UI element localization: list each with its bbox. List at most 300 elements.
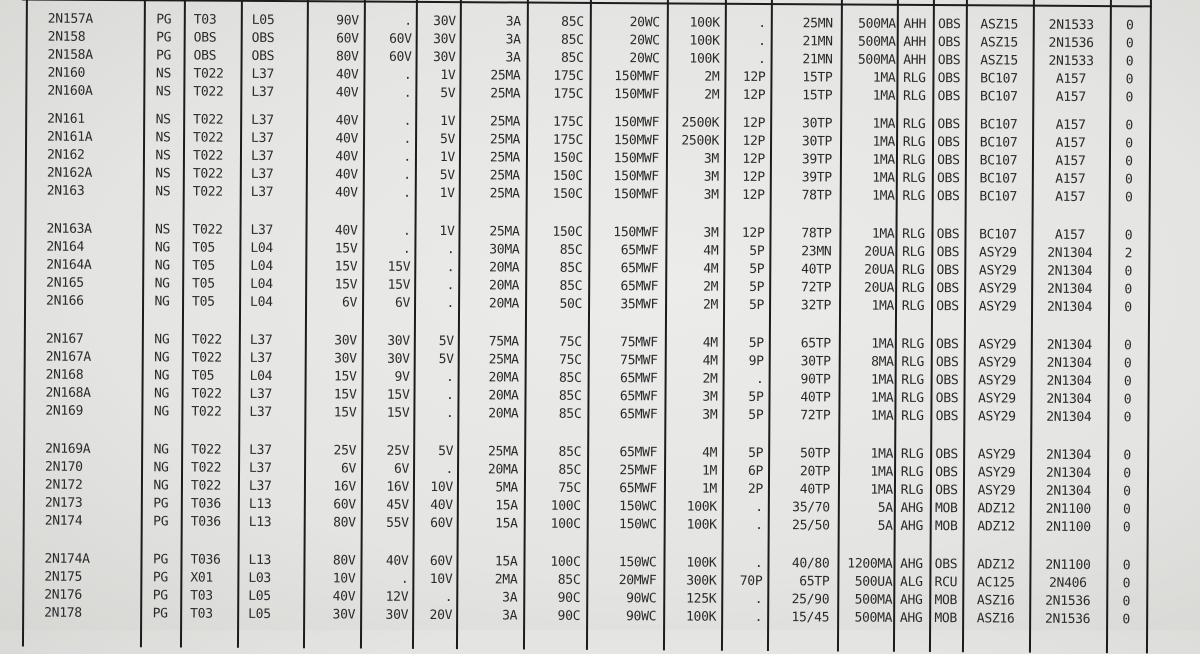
cell-hfe: 35/70 xyxy=(792,500,830,516)
cell-hfe: 25/90 xyxy=(791,592,830,608)
cell-temp-max: 85C xyxy=(558,370,582,386)
cell-vceo: . xyxy=(404,13,412,29)
cell-power: 150MWF xyxy=(613,133,660,149)
cell-lead: L05 xyxy=(248,606,271,622)
cell-ft: 1M xyxy=(701,481,717,497)
cell-ft: 3M xyxy=(703,225,719,241)
cell-case: T05 xyxy=(192,276,215,292)
cell-part-number: 2N161A xyxy=(47,129,93,145)
cell-cob: 5P xyxy=(748,407,764,423)
cell-note: 0 xyxy=(1123,466,1131,482)
cell-cob: 9P xyxy=(748,353,764,370)
cell-us-equiv: 2N1304 xyxy=(1047,263,1093,280)
cell-cob: 2P xyxy=(747,481,763,497)
cell-vceo: . xyxy=(403,185,411,201)
cell-case: OBS xyxy=(193,48,217,64)
cell-european-equiv: ASZ15 xyxy=(980,17,1019,33)
cell-case: T022 xyxy=(193,66,224,82)
cell-type: PG xyxy=(152,606,168,622)
cell-part-number: 2N176 xyxy=(44,587,82,603)
cell-cob: . xyxy=(755,517,763,533)
cell-application: AHG xyxy=(899,592,923,608)
cell-part-number: 2N173 xyxy=(44,495,83,511)
cell-european-equiv: ASY29 xyxy=(977,447,1016,463)
cell-type: NG xyxy=(153,442,169,458)
cell-ft: 300K xyxy=(686,573,717,589)
cell-ic-test: 1200MA xyxy=(847,556,893,572)
cell-vcbo: 10V xyxy=(332,571,356,587)
cell-note: 0 xyxy=(1125,118,1133,134)
cell-status: OBS xyxy=(936,263,960,279)
cell-power: 150MWF xyxy=(613,187,659,203)
cell-european-equiv: ASY29 xyxy=(978,355,1017,371)
cell-ft: 100K xyxy=(689,33,720,49)
cell-ic-test: 1MA xyxy=(870,408,894,424)
cell-vceo: 15V xyxy=(386,387,410,403)
cell-ic-max: 25MA xyxy=(488,352,519,368)
cell-case: T022 xyxy=(193,112,224,128)
cell-note: 0 xyxy=(1124,282,1132,298)
cell-vcbo: 40V xyxy=(332,589,356,605)
cell-vceo: 16V xyxy=(386,479,409,495)
cell-case: T03 xyxy=(190,606,213,622)
cell-hfe: 78TP xyxy=(801,188,832,204)
cell-vcbo: 40V xyxy=(335,113,359,129)
cell-european-equiv: ASZ16 xyxy=(976,593,1015,609)
cell-european-equiv: ASY29 xyxy=(978,373,1016,389)
cell-hfe: 32TP xyxy=(800,298,832,314)
cell-ft: 2500K xyxy=(681,133,720,149)
cell-hfe: 40TP xyxy=(800,390,831,406)
cell-part-number: 2N169A xyxy=(45,441,91,457)
cell-vceo: 9V xyxy=(394,369,410,385)
cell-ic-max: 25MA xyxy=(489,150,521,166)
cell-case: T022 xyxy=(192,166,224,182)
cell-vebo: 1V xyxy=(440,114,456,130)
cell-status: OBS xyxy=(937,117,961,133)
cell-part-number: 2N174A xyxy=(44,551,90,567)
cell-power: 150WC xyxy=(619,517,657,533)
cell-cob: . xyxy=(754,555,763,571)
cell-case: T022 xyxy=(191,460,222,476)
cell-lead: L37 xyxy=(250,184,274,201)
cell-temp-max: 50C xyxy=(559,296,583,312)
cell-ft: 100K xyxy=(686,499,717,515)
cell-ft: 4M xyxy=(703,261,719,277)
cell-case: T022 xyxy=(191,350,222,366)
cell-hfe: 30TP xyxy=(801,134,833,150)
cell-us-equiv: 2N1304 xyxy=(1047,281,1093,298)
cell-temp-max: 100C xyxy=(550,498,581,514)
cell-cob: 6P xyxy=(747,463,764,479)
cell-ic-max: 15A xyxy=(495,498,518,514)
cell-european-equiv: ASZ15 xyxy=(980,53,1018,69)
cell-lead: OBS xyxy=(251,48,275,65)
cell-vcbo: 15V xyxy=(333,387,357,403)
cell-temp-max: 175C xyxy=(553,86,584,102)
cell-part-number: 2N166 xyxy=(46,293,84,309)
cell-status: OBS xyxy=(937,53,961,69)
cell-status: OBS xyxy=(936,299,959,315)
cell-type: PG xyxy=(152,552,169,568)
cell-cob: 5P xyxy=(748,445,764,461)
cell-ic-test: 1MA xyxy=(870,464,894,480)
cell-cob: . xyxy=(758,15,766,32)
cell-cob: . xyxy=(757,51,766,68)
cell-note: 0 xyxy=(1123,484,1131,500)
cell-cob: . xyxy=(754,591,763,607)
cell-status: OBS xyxy=(937,35,961,51)
cell-ic-max: 75MA xyxy=(488,334,519,350)
cell-vcbo: 15V xyxy=(334,277,358,293)
cell-part-number: 2N168A xyxy=(45,385,91,401)
cell-temp-max: 85C xyxy=(558,462,582,478)
cell-ft: 4M xyxy=(702,353,718,369)
cell-lead: L04 xyxy=(249,368,273,384)
cell-ft: 3M xyxy=(702,407,718,423)
cell-case: T05 xyxy=(192,294,215,310)
cell-status: OBS xyxy=(936,227,960,243)
cell-application: RLG xyxy=(902,134,926,150)
cell-vceo: . xyxy=(403,131,412,147)
cell-vcbo: 80V xyxy=(332,553,356,569)
cell-lead: L37 xyxy=(250,222,274,239)
cell-vceo: . xyxy=(402,241,411,257)
cell-lead: L37 xyxy=(249,332,273,348)
cell-vebo: 30V xyxy=(432,49,456,66)
cell-ic-max: 15A xyxy=(495,516,518,532)
cell-cob: 12P xyxy=(741,225,765,242)
cell-vebo: 30V xyxy=(433,13,456,30)
cell-ic-test: 500MA xyxy=(854,610,893,626)
cell-vceo: . xyxy=(403,149,412,165)
cell-status: OBS xyxy=(935,373,959,389)
cell-note: 0 xyxy=(1123,374,1132,390)
cell-vcbo: 40V xyxy=(335,167,358,183)
cell-ft: 100K xyxy=(689,15,720,31)
cell-type: NS xyxy=(155,184,171,200)
cell-power: 150WC xyxy=(618,555,657,571)
cell-vcbo: 80V xyxy=(335,49,359,65)
cell-ft: 100K xyxy=(689,51,720,67)
cell-lead: L04 xyxy=(250,258,273,275)
cell-lead: L37 xyxy=(249,442,272,458)
cell-european-equiv: BC107 xyxy=(979,117,1018,133)
cell-lead: L37 xyxy=(250,166,274,183)
cell-note: 0 xyxy=(1122,558,1131,574)
cell-temp-max: 100C xyxy=(550,516,581,532)
cell-part-number: 2N161 xyxy=(47,111,85,127)
cell-application: AHG xyxy=(900,500,924,516)
cell-ic-test: 1MA xyxy=(872,88,896,104)
cell-ic-test: 500MA xyxy=(857,52,896,68)
cell-application: RLG xyxy=(901,280,925,296)
cell-ft: 100K xyxy=(686,609,717,625)
cell-vebo: 5V xyxy=(438,334,454,350)
cell-ft: 100K xyxy=(686,517,717,533)
cell-status: OBS xyxy=(934,557,958,573)
cell-vcbo: 30V xyxy=(332,607,356,623)
cell-application: RLG xyxy=(902,116,926,132)
cell-type: NG xyxy=(154,332,170,348)
cell-lead: L13 xyxy=(248,552,272,568)
cell-vebo: . xyxy=(446,296,455,312)
cell-ic-max: 20MA xyxy=(487,462,519,478)
cell-status: MOB xyxy=(934,593,958,609)
cell-vceo: 6V xyxy=(394,295,411,311)
cell-vebo: 5V xyxy=(440,86,456,102)
cell-type: NG xyxy=(154,240,170,256)
cell-vebo: 5V xyxy=(439,132,456,148)
cell-case: X01 xyxy=(190,570,214,586)
cell-hfe: 21MN xyxy=(802,34,833,50)
cell-type: NG xyxy=(153,460,169,476)
cell-lead: L13 xyxy=(248,514,272,530)
cell-lead: L04 xyxy=(250,294,273,311)
cell-lead: L03 xyxy=(248,570,272,586)
cell-us-equiv: 2N1533 xyxy=(1048,53,1094,70)
cell-ic-test: 1MA xyxy=(871,226,895,242)
cell-status: OBS xyxy=(936,245,960,261)
cell-vcbo: 15V xyxy=(333,405,357,421)
cell-note: 0 xyxy=(1124,300,1132,316)
cell-lead: L05 xyxy=(248,588,271,604)
cell-status: OBS xyxy=(936,281,960,297)
cell-us-equiv: 2N1536 xyxy=(1048,35,1094,52)
cell-lead: L37 xyxy=(250,148,274,165)
cell-type: NS xyxy=(155,112,171,128)
cell-status: OBS xyxy=(935,355,959,371)
cell-power: 150WC xyxy=(619,499,657,515)
cell-vebo: . xyxy=(444,590,453,606)
cell-status: MOB xyxy=(934,611,957,627)
cell-european-equiv: ASY29 xyxy=(978,299,1017,315)
cell-cob: . xyxy=(754,609,763,625)
cell-ic-test: 1MA xyxy=(872,188,895,204)
cell-application: AHH xyxy=(903,34,927,50)
cell-ft: 100K xyxy=(686,555,717,571)
cell-case: T022 xyxy=(191,404,222,420)
cell-part-number: 2N172 xyxy=(44,477,83,493)
cell-vceo: . xyxy=(403,67,412,83)
cell-cob: 12P xyxy=(742,151,765,168)
cell-lead: L37 xyxy=(251,130,274,147)
cell-ic-max: 3A xyxy=(505,50,521,66)
cell-cob: 5P xyxy=(749,279,765,296)
cell-part-number: 2N160A xyxy=(47,83,93,99)
cell-case: T022 xyxy=(192,184,223,200)
cell-vceo: . xyxy=(403,113,412,129)
cell-temp-max: 75C xyxy=(559,352,582,368)
cell-european-equiv: BC107 xyxy=(979,153,1018,169)
cell-cob: 12P xyxy=(742,87,766,104)
cell-hfe: 72TP xyxy=(800,408,831,424)
cell-ic-max: 20MA xyxy=(488,388,519,404)
cell-temp-max: 90C xyxy=(557,590,581,606)
cell-part-number: 2N164 xyxy=(46,239,85,255)
cell-power: 65MWF xyxy=(619,407,658,423)
cell-note: 0 xyxy=(1123,392,1132,408)
cell-type: PG xyxy=(153,514,169,530)
cell-lead: L37 xyxy=(249,404,273,420)
cell-vebo: . xyxy=(446,260,455,276)
cell-hfe: 30TP xyxy=(800,354,831,370)
cell-lead: OBS xyxy=(251,30,275,47)
cell-us-equiv: A157 xyxy=(1055,135,1086,151)
cell-european-equiv: BC107 xyxy=(980,71,1018,87)
cell-european-equiv: ASY29 xyxy=(978,409,1016,425)
cell-vceo: 12V xyxy=(385,589,409,605)
cell-european-equiv: ASY29 xyxy=(978,281,1017,297)
cell-vcbo: 40V xyxy=(334,223,358,239)
cell-ic-max: 30MA xyxy=(489,242,520,258)
cell-case: T022 xyxy=(193,84,224,100)
cell-temp-max: 90C xyxy=(557,608,581,624)
cell-hfe: 15TP xyxy=(802,70,833,86)
cell-vebo: 1V xyxy=(439,186,455,202)
cell-power: 65MWF xyxy=(619,389,658,405)
cell-type: NS xyxy=(155,166,171,182)
cell-note: 0 xyxy=(1125,154,1133,170)
cell-case: T022 xyxy=(193,130,224,146)
cell-case: T022 xyxy=(191,386,222,402)
cell-us-equiv: A157 xyxy=(1055,117,1086,133)
cell-ic-test: 1MA xyxy=(870,390,894,406)
cell-ft: 3M xyxy=(702,389,718,405)
cell-vcbo: 6V xyxy=(340,461,357,477)
cell-case: T022 xyxy=(191,442,222,458)
cell-application: RLG xyxy=(901,372,924,388)
cell-lead: L37 xyxy=(251,66,275,83)
cell-vceo: 45V xyxy=(386,497,409,513)
cell-type: NS xyxy=(155,130,171,146)
cell-power: 65MWF xyxy=(619,445,658,461)
cell-vceo: 30V xyxy=(387,351,410,367)
cell-vebo: . xyxy=(446,278,455,294)
cell-temp-max: 85C xyxy=(559,260,583,276)
cell-hfe: 39TP xyxy=(801,152,832,168)
cell-note: 0 xyxy=(1124,228,1133,244)
cell-european-equiv: AC125 xyxy=(976,575,1015,591)
cell-ft: 4M xyxy=(702,445,718,461)
cell-vebo: 1V xyxy=(439,150,456,166)
cell-cob: . xyxy=(755,499,763,515)
cell-us-equiv: 2N1304 xyxy=(1047,245,1093,262)
cell-type: NG xyxy=(154,276,170,292)
cell-status: RCU xyxy=(934,575,958,591)
cell-lead: L37 xyxy=(249,350,273,366)
cell-ic-max: 25MA xyxy=(490,114,521,130)
cell-cob: 5P xyxy=(748,297,765,314)
cell-type: PG xyxy=(153,496,169,512)
cell-part-number: 2N168 xyxy=(45,367,84,383)
cell-lead: L37 xyxy=(251,112,274,129)
cell-ic-test: 500UA xyxy=(854,574,893,590)
cell-application: RLG xyxy=(901,354,925,370)
cell-part-number: 2N162A xyxy=(46,165,93,181)
cell-note: 0 xyxy=(1125,18,1134,34)
cell-ic-max: 25MA xyxy=(489,224,520,240)
cell-us-equiv: A157 xyxy=(1055,153,1086,169)
cell-hfe: 25MN xyxy=(802,16,833,32)
cell-us-equiv: 2N1304 xyxy=(1046,391,1092,408)
cell-ic-test: 1MA xyxy=(870,372,894,388)
cell-european-equiv: ASY29 xyxy=(978,391,1016,407)
cell-power: 150MWF xyxy=(613,169,659,185)
cell-hfe: 15TP xyxy=(802,88,833,104)
cell-ft: 2M xyxy=(704,87,720,103)
cell-type: PG xyxy=(152,588,168,604)
cell-ic-max: 25MA xyxy=(490,68,521,84)
cell-ft: 3M xyxy=(703,151,719,167)
cell-type: NS xyxy=(155,148,171,164)
cell-ic-test: 1MA xyxy=(871,298,895,314)
cell-ic-test: 20UA xyxy=(864,244,895,260)
cell-cob: 5P xyxy=(749,261,765,278)
cell-vceo: 55V xyxy=(386,515,409,531)
cell-type: NG xyxy=(153,404,169,420)
cell-part-number: 2N162 xyxy=(46,147,85,163)
cell-hfe: 25/50 xyxy=(792,518,830,534)
cell-european-equiv: ASY29 xyxy=(978,263,1017,279)
cell-part-number: 2N167A xyxy=(45,349,91,365)
cell-vebo: . xyxy=(445,388,454,404)
cell-case: T03 xyxy=(190,588,213,604)
cell-ic-test: 1MA xyxy=(870,482,893,498)
cell-application: RLG xyxy=(901,336,925,352)
cell-cob: 12P xyxy=(742,115,766,132)
cell-vebo: 10V xyxy=(430,479,453,496)
cell-note: 2 xyxy=(1124,246,1133,262)
cell-vebo: . xyxy=(446,370,454,386)
cell-cob: . xyxy=(756,371,764,388)
cell-note: 0 xyxy=(1124,338,1132,354)
cell-status: OBS xyxy=(935,391,959,407)
cell-ic-test: 8MA xyxy=(871,354,894,370)
cell-vceo: 15V xyxy=(387,277,411,293)
cell-ic-test: 500MA xyxy=(858,16,896,32)
cell-ft: 4M xyxy=(703,243,719,259)
cell-status: OBS xyxy=(937,71,961,87)
cell-ic-test: 1MA xyxy=(870,446,894,462)
cell-power: 20MWF xyxy=(618,573,657,589)
cell-ic-max: 25MA xyxy=(489,168,520,184)
cell-us-equiv: 2N1536 xyxy=(1045,611,1091,628)
cell-us-equiv: A157 xyxy=(1055,71,1087,87)
cell-power: 90WC xyxy=(626,609,657,625)
cell-note: 0 xyxy=(1122,612,1130,628)
cell-vebo: . xyxy=(446,242,455,258)
cell-ic-test: 5A xyxy=(877,518,893,534)
cell-ft: 2M xyxy=(702,297,719,313)
cell-us-equiv: 2N1533 xyxy=(1048,17,1094,34)
cell-application: RLG xyxy=(902,152,926,168)
cell-ft: 2M xyxy=(702,371,718,387)
cell-application: AHH xyxy=(903,52,926,68)
cell-cob: 12P xyxy=(742,133,766,150)
cell-vebo: 10V xyxy=(429,571,453,588)
cell-us-equiv: 2N1100 xyxy=(1045,557,1091,574)
cell-vcbo: 15V xyxy=(334,241,358,257)
cell-application: RLG xyxy=(902,226,925,242)
cell-us-equiv: A157 xyxy=(1055,189,1086,205)
cell-european-equiv: BC107 xyxy=(979,89,1018,105)
cell-us-equiv: 2N1304 xyxy=(1045,465,1092,482)
cell-vcbo: 40V xyxy=(335,85,359,101)
cell-temp-max: 75C xyxy=(558,480,581,496)
cell-power: 20WC xyxy=(629,51,660,67)
cell-note: 0 xyxy=(1122,520,1131,536)
